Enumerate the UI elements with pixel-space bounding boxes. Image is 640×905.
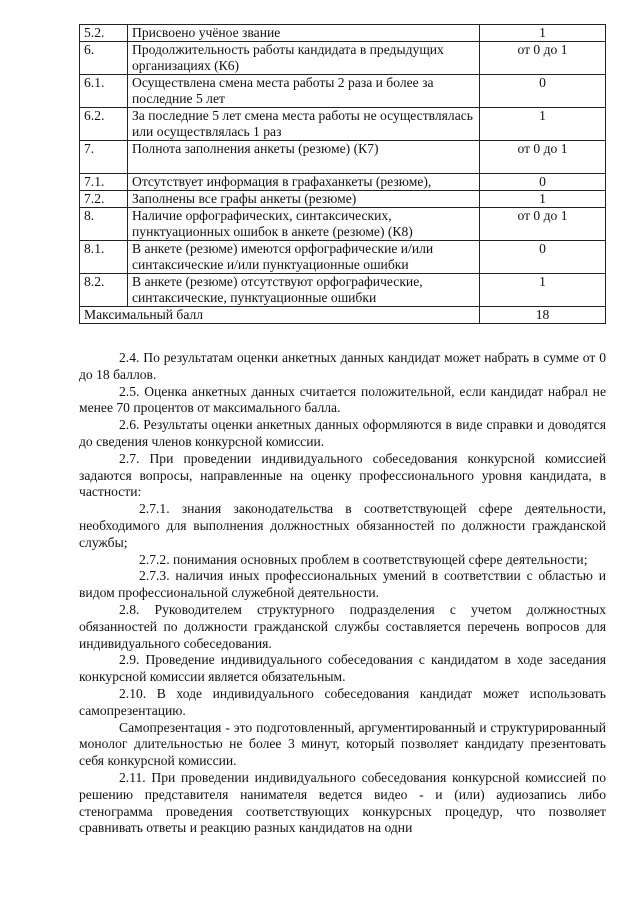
row-value: 0 (480, 174, 606, 191)
max-score-label: Максимальный балл (80, 307, 480, 324)
table-row (80, 108, 606, 141)
row-text: За последние 5 лет смена места работы не осуществлялась или осуществлялась 1 раз (128, 108, 480, 141)
row-number: 8.1. (80, 241, 128, 274)
table-total-row (80, 307, 606, 324)
paragraph: Самопрезентация - это подготовленный, аргументированный и структурированный монолог длительностью не более 3 минут, который позволяет кандидату презентовать себя конкурсной комиссии. (79, 719, 606, 769)
body-text (79, 350, 606, 837)
row-text: Отсутствует информация в графаханкеты (резюме), (128, 174, 480, 191)
table-row (80, 75, 606, 108)
row-number: 8.2. (80, 274, 128, 307)
row-value: 1 (480, 25, 606, 42)
row-value: от 0 до 1 (480, 208, 606, 241)
max-score-value: 18 (480, 307, 606, 324)
table-row (80, 174, 606, 191)
row-number: 8. (80, 208, 128, 241)
table-row (80, 25, 606, 42)
paragraph: 2.7. При проведении индивидуального собеседования конкурсной комиссией задаются вопросы, направленные на оценку профессионального уровня кандидата, в частности: (79, 450, 606, 500)
row-value: 1 (480, 274, 606, 307)
row-text: В анкете (резюме) отсутствуют орфографические, синтаксические, пунктуационные ошибки (128, 274, 480, 307)
table-row (80, 42, 606, 75)
row-value: от 0 до 1 (480, 42, 606, 75)
paragraph: 2.5. Оценка анкетных данных считается положительной, если кандидат набрал не менее 70 процентов от максимального балла. (79, 383, 606, 416)
row-value: 0 (480, 241, 606, 274)
row-number: 6.2. (80, 108, 128, 141)
row-number: 7.2. (80, 191, 128, 208)
criteria-table (79, 24, 606, 324)
row-number: 5.2. (80, 25, 128, 42)
paragraph: 2.7.1. знания законодательства в соответствующей сфере деятельности, необходимого для выполнения должностных обязанностей по должности гражданской службы; (79, 501, 606, 550)
paragraph: 2.6. Результаты оценки анкетных данных оформляются в виде справки и доводятся до сведения членов конкурсной комиссии. (79, 417, 606, 449)
row-value: от 0 до 1 (480, 141, 606, 174)
table-row (80, 141, 606, 174)
paragraph: 2.10. В ходе индивидуального собеседования кандидат может использовать самопрезентацию. (79, 685, 606, 718)
row-number: 6. (80, 42, 128, 75)
paragraph: 2.11. При проведении индивидуального собеседования конкурсной комиссией по решению представителя нанимателя ведется видео - и (или) аудиозапись либо стенограмма проведения соответствующих конкурсных процедур, что позволяет сравнивать ответы и реакцию разных кандидатов на одни (79, 769, 606, 836)
paragraph: 2.9. Проведение индивидуального собеседования с кандидатом в ходе заседания конкурсной комиссии является обязательным. (79, 652, 606, 685)
row-number: 6.1. (80, 75, 128, 108)
row-number: 7.1. (80, 174, 128, 191)
row-text: Полнота заполнения анкеты (резюме) (К7) (128, 141, 480, 174)
row-text: Продолжительность работы кандидата в предыдущих организациях (К6) (128, 42, 480, 75)
table-row (80, 274, 606, 307)
row-text: Заполнены все графы анкеты (резюме) (128, 191, 480, 208)
row-value: 1 (480, 191, 606, 208)
row-text: Присвоено учёное звание (128, 25, 480, 42)
row-text: В анкете (резюме) имеются орфографические и/или синтаксические и/или пунктуационные ошибки (128, 241, 480, 274)
table-row (80, 208, 606, 241)
paragraph: 2.8. Руководителем структурного подразделения с учетом должностных обязанностей по должности гражданской службы составляется перечень вопросов для индивидуального собеседования. (79, 601, 606, 651)
row-text: Наличие орфографических, синтаксических, пунктуационных ошибок в анкете (резюме) (К8) (128, 208, 480, 241)
row-text: Осуществлена смена места работы 2 раза и более за последние 5 лет (128, 75, 480, 108)
row-number: 7. (80, 141, 128, 174)
table-row (80, 241, 606, 274)
row-value: 1 (480, 108, 606, 141)
paragraph: 2.7.2. понимания основных проблем в соответствующей сфере деятельности; (139, 551, 588, 567)
paragraph: 2.7.3. наличия иных профессиональных умений в соответствии с областью и видом профессиональной служебной деятельности. (79, 568, 606, 601)
table-row (80, 191, 606, 208)
row-value: 0 (480, 75, 606, 108)
paragraph: 2.4. По результатам оценки анкетных данных кандидат может набрать в сумме от 0 до 18 баллов. (79, 350, 606, 382)
